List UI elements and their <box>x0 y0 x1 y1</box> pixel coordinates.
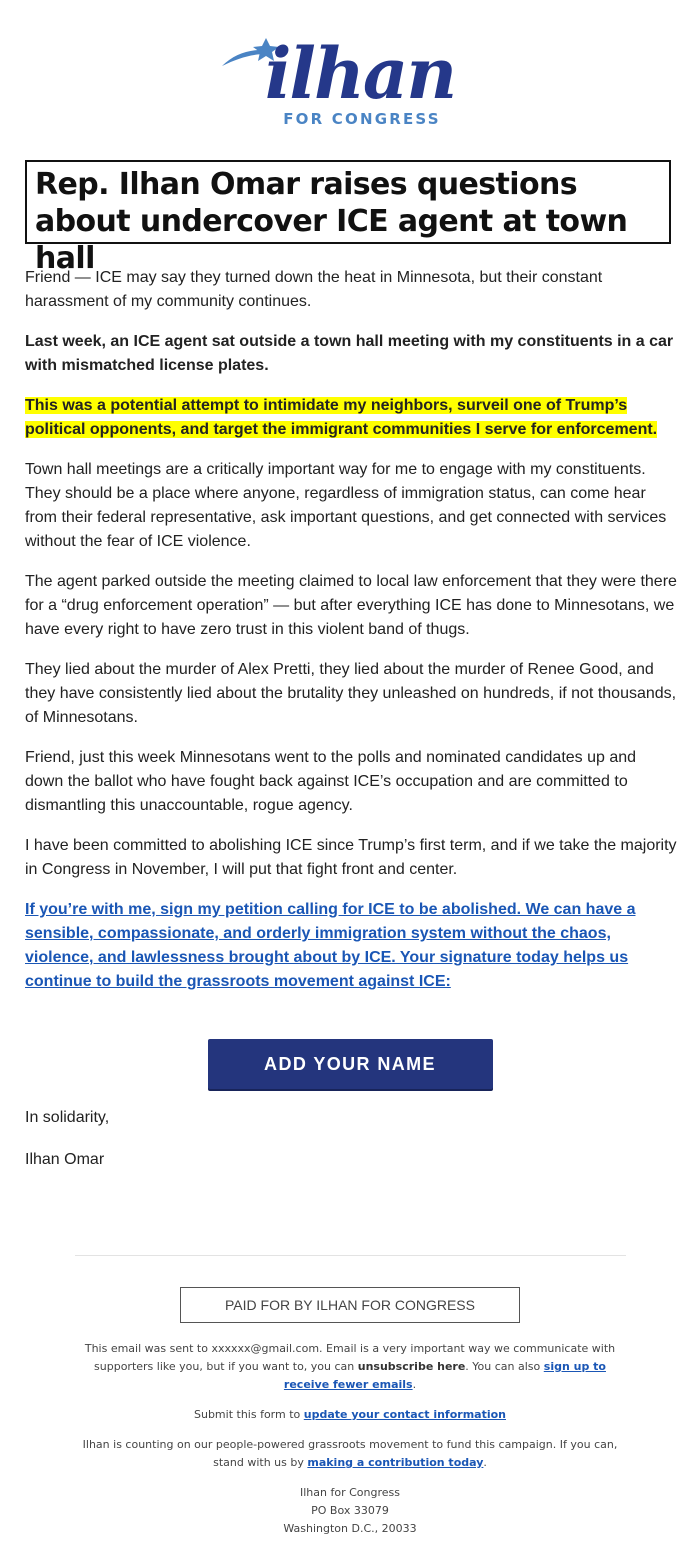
paragraph-highlight <box>25 394 677 442</box>
form-prefix: Submit this form to <box>193 1408 304 1421</box>
campaign-logo <box>0 30 700 130</box>
counting-end: . <box>483 1456 487 1469</box>
headline: Rep. Ilhan Omar raises questions about undercover ICE agent at town hall <box>35 167 628 276</box>
logo-subtitle: FOR CONGRESS <box>283 110 441 128</box>
headline-box <box>25 160 671 276</box>
footer-sent-notice <box>80 1340 620 1394</box>
fewer-emails-link[interactable]: sign up to receive fewer emails <box>283 1360 606 1391</box>
paragraph-town-hall: Town hall meetings are a critically important way for me to engage with my constituents. They should be a place where anyone, regardless of immigration status, can come hear from their federal representative, ask important questions, and get connected with services without the fear of ICE violence. <box>25 461 667 550</box>
footer-update-notice <box>80 1406 620 1424</box>
footer-contribution-notice <box>80 1436 620 1472</box>
paragraph-ice-agent: Last week, an ICE agent sat outside a town hall meeting with my constituents in a car with mismatched license plates. <box>25 333 674 374</box>
signature-name: Ilhan Omar <box>25 1151 105 1168</box>
logo-graphic <box>220 30 480 130</box>
recipient-email: xxxxxx@gmail.com <box>211 1342 320 1355</box>
paid-for-box: PAID FOR BY ILHAN FOR CONGRESS <box>180 1287 520 1323</box>
sent-end: . <box>412 1378 417 1391</box>
sent-after-unsub: . You can also <box>465 1360 544 1373</box>
closing-text: In solidarity, <box>25 1109 110 1126</box>
sent-prefix: This email was sent to <box>84 1342 212 1355</box>
button-container <box>0 1039 700 1089</box>
counting-text: Ilhan is counting on our people-powered grassroots movement to fund this campaign. If you can, stand with us by <box>82 1438 618 1469</box>
paragraph-agent-claim: The agent parked outside the meeting claimed to local law enforcement that they were there for a “drug enforcement operation” — but after everything ICE has done to Minnesotans, we have every right to have zero trust in this violent band of thugs. <box>25 573 677 638</box>
contribution-link[interactable]: making a contribution today <box>307 1456 484 1469</box>
add-your-name-button[interactable]: ADD YOUR NAME <box>208 1039 493 1089</box>
paragraph-lies: They lied about the murder of Alex Pretti, they lied about the murder of Renee Good, and they have consistently lied about the brutality they unleashed on hundreds, if not thousands, of Minnesotans. <box>25 661 677 726</box>
paragraph-intro: Friend — ICE may say they turned down the heat in Minnesota, but their constant harassment of my community continues. <box>25 269 603 310</box>
sent-middle: . Email is a very important way we communicate with supporters like you, but if you want to, you can <box>94 1342 616 1373</box>
paragraph-cta <box>25 898 677 994</box>
unsubscribe-link[interactable]: unsubscribe here <box>357 1360 466 1373</box>
address-line-3: Washington D.C., 20033 <box>283 1522 417 1535</box>
logo-name: ilhan <box>264 32 456 115</box>
paragraph-commitment: I have been committed to abolishing ICE since Trump’s first term, and if we take the majority in Congress in November, I will put that fight front and center. <box>25 837 677 878</box>
email-body <box>25 266 677 1010</box>
highlighted-text: This was a potential attempt to intimidate my neighbors, surveil one of Trump’s political opponents, and target the immigrant communities I serve for enforcement. <box>25 397 658 438</box>
footer-divider <box>75 1255 626 1256</box>
address-line-2: PO Box 33079 <box>311 1504 389 1517</box>
update-contact-link[interactable]: update your contact information <box>303 1408 506 1421</box>
mailing-address <box>80 1484 620 1538</box>
paragraph-polls: Friend, just this week Minnesotans went to the polls and nominated candidates up and down the ballot who have fought back against ICE’s occupation and are committed to dismantling this unaccountable, rogue agency. <box>25 749 637 814</box>
petition-link[interactable]: If you’re with me, sign my petition calling for ICE to be abolished. We can have a sensible, compassionate, and orderly immigration system without the chaos, violence, and lawlessness brought about by ICE. Your signature today helps us continue to build the grassroots movement against ICE: <box>25 901 636 990</box>
address-line-1: Ilhan for Congress <box>300 1486 400 1499</box>
